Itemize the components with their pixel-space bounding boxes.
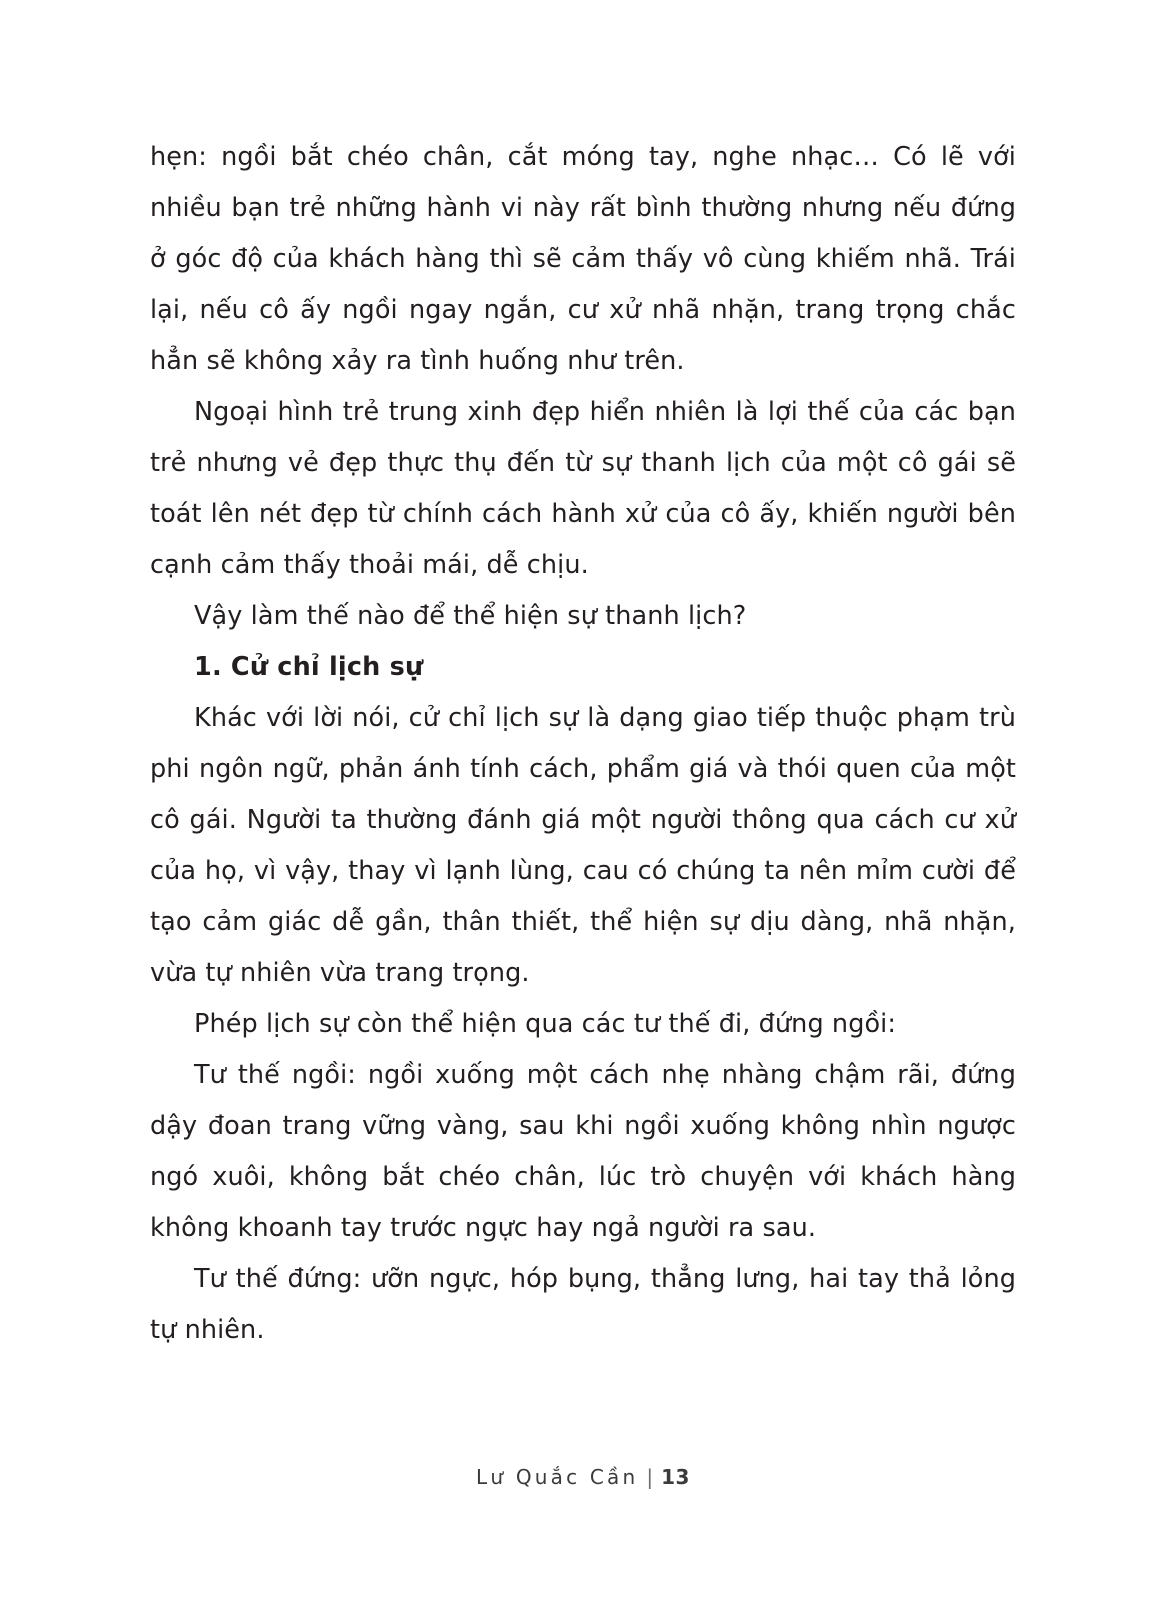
footer-separator: | xyxy=(646,1465,654,1489)
paragraph: Phép lịch sự còn thể hiện qua các tư thế đi, đứng ngồi: xyxy=(194,1009,897,1039)
page-footer xyxy=(0,1465,1166,1489)
page-body xyxy=(150,132,1016,1356)
paragraph-continued: hẹn: ngồi bắt chéo chân, cắt móng tay, nghe nhạc… Có lẽ với nhiều bạn trẻ những hành vi này rất bình thường nhưng nếu đứng ở góc độ của khách hàng thì sẽ cảm thấy vô cùng khiếm nhã. Trái lại, nếu cô ấy ngồi ngay ngắn, cư xử nhã nhặn, trang trọng chắc hẳn sẽ không xảy ra tình huống như trên. xyxy=(150,142,1016,376)
paragraph: Khác với lời nói, cử chỉ lịch sự là dạng giao tiếp thuộc phạm trù phi ngôn ngữ, phản ánh tính cách, phẩm giá và thói quen của một cô gái. Người ta thường đánh giá một người thông qua cách cư xử của họ, vì vậy, thay vì lạnh lùng, cau có chúng ta nên mỉm cười để tạo cảm giác dễ gần, thân thiết, thể hiện sự dịu dàng, nhã nhặn, vừa tự nhiên vừa trang trọng. xyxy=(150,703,1016,988)
paragraph-standing-posture: Tư thế đứng: ưỡn ngực, hóp bụng, thẳng lưng, hai tay thả lỏng tự nhiên. xyxy=(150,1264,1016,1345)
paragraph: Ngoại hình trẻ trung xinh đẹp hiển nhiên là lợi thế của các bạn trẻ nhưng vẻ đẹp thực thụ đến từ sự thanh lịch của một cô gái sẽ toát lên nét đẹp từ chính cách hành xử của cô ấy, khiến người bên cạnh cảm thấy thoải mái, dễ chịu. xyxy=(150,397,1016,580)
section-heading: 1. Cử chỉ lịch sự xyxy=(194,652,424,682)
footer-author: Lư Quắc Cần xyxy=(476,1465,639,1489)
paragraph-question: Vậy làm thế nào để thể hiện sự thanh lịch? xyxy=(194,601,747,631)
paragraph-sitting-posture: Tư thế ngồi: ngồi xuống một cách nhẹ nhàng chậm rãi, đứng dậy đoan trang vững vàng, sau khi ngồi xuống không nhìn ngược ngó xuôi, không bắt chéo chân, lúc trò chuyện với khách hàng không khoanh tay trước ngực hay ngả người ra sau. xyxy=(150,1060,1016,1243)
page-number: 13 xyxy=(661,1465,690,1489)
